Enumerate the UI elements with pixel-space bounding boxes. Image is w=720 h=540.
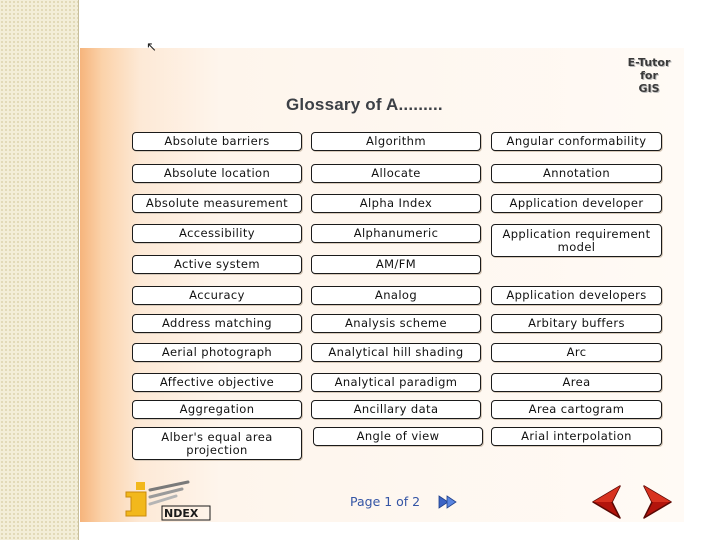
term-button[interactable]: Area cartogram	[491, 400, 662, 419]
term-button[interactable]: Accuracy	[132, 286, 302, 305]
brand-logo	[618, 56, 680, 95]
term-button[interactable]: Analytical paradigm	[311, 373, 481, 392]
left-decorative-strip	[0, 0, 79, 540]
term-button[interactable]: AM/FM	[311, 255, 481, 274]
term-button[interactable]: Alpha Index	[311, 194, 481, 213]
term-button[interactable]: Analysis scheme	[311, 314, 481, 333]
term-button[interactable]: Alber's equal area projection	[132, 427, 302, 460]
term-button[interactable]: Aggregation	[132, 400, 302, 419]
term-button[interactable]: Ancillary data	[311, 400, 481, 419]
term-button[interactable]: Application developers	[491, 286, 662, 305]
next-page-icon[interactable]	[438, 494, 458, 510]
page-indicator: Page 1 of 2	[350, 494, 421, 509]
page-title: Glossary of A.........	[286, 95, 443, 114]
term-button[interactable]: Alphanumeric	[311, 224, 481, 243]
term-button[interactable]: Absolute location	[132, 164, 302, 183]
term-button[interactable]: Arbitary buffers	[491, 314, 662, 333]
term-button[interactable]: Annotation	[491, 164, 662, 183]
term-button[interactable]: Application developer	[491, 194, 662, 213]
term-button[interactable]: Affective objective	[132, 373, 302, 392]
forward-arrow-icon[interactable]	[638, 484, 674, 520]
term-button[interactable]: Allocate	[311, 164, 481, 183]
back-arrow-icon[interactable]	[590, 484, 626, 520]
term-button[interactable]: Aerial photograph	[132, 343, 302, 362]
term-button[interactable]: Algorithm	[311, 132, 481, 151]
brand-line-1: E-Tutor	[627, 56, 671, 69]
term-button[interactable]: Application requirement model	[491, 224, 662, 257]
term-button[interactable]: Analytical hill shading	[311, 343, 481, 362]
term-button[interactable]: Arial interpolation	[491, 427, 662, 446]
brand-line-2: for	[640, 69, 658, 82]
logo-label: NDEX	[164, 507, 199, 520]
term-button[interactable]: Active system	[132, 255, 302, 274]
mouse-cursor-icon: ↖	[146, 40, 157, 55]
term-button[interactable]: Absolute barriers	[132, 132, 302, 151]
brand-line-3: GIS	[638, 82, 660, 95]
term-button[interactable]: Area	[491, 373, 662, 392]
term-button[interactable]: Absolute measurement	[132, 194, 302, 213]
term-button[interactable]: Address matching	[132, 314, 302, 333]
term-button[interactable]: Arc	[491, 343, 662, 362]
term-button[interactable]: Angular conformability	[491, 132, 662, 151]
term-button[interactable]: Analog	[311, 286, 481, 305]
term-button[interactable]: Angle of view	[313, 427, 483, 446]
term-button[interactable]: Accessibility	[132, 224, 302, 243]
